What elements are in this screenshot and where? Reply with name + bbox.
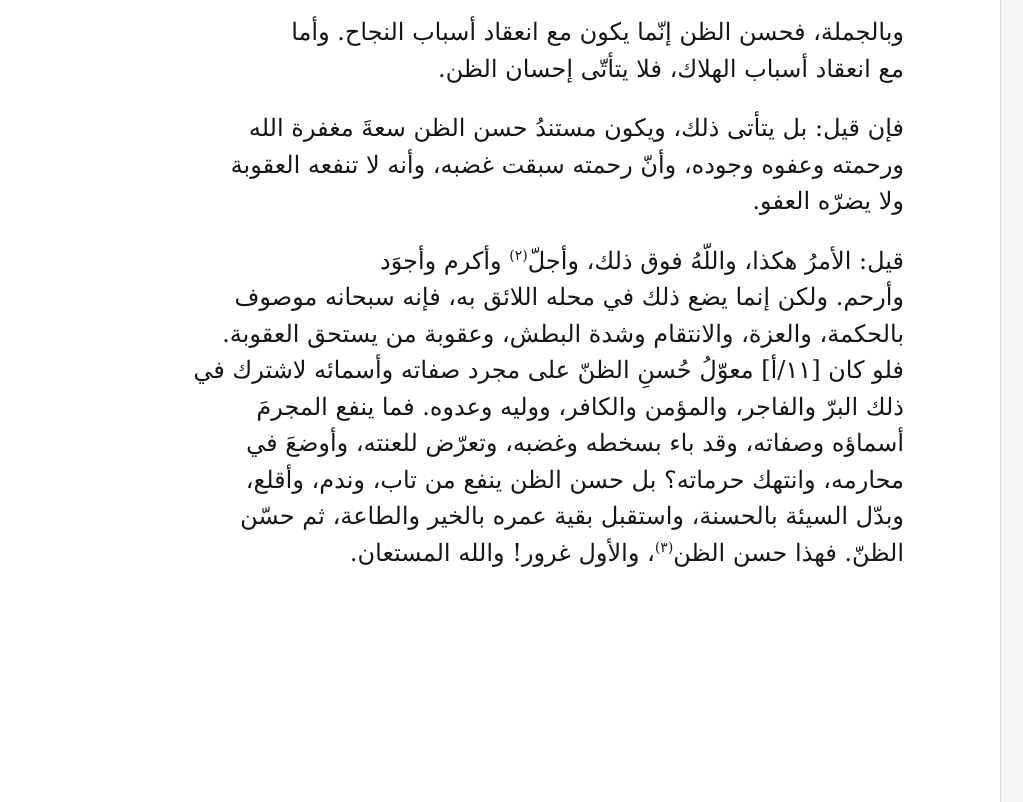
text-line: فإن قيل: بل يتأتى ذلك، ويكون مستندُ حسن الظن سعةَ مغفرة الله <box>248 114 904 142</box>
text-line: فلو كان [١١/أ] معوّلُ حُسنِ الظنّ على مجرد صفاته وأسمائه لاشترك في <box>193 356 904 384</box>
text-line: وأرحم. ولكن إنما يضع ذلك في محله اللائق به، فإنه سبحانه موصوف <box>234 283 904 311</box>
text-line: ورحمته وعفوه وجوده، وأنّ رحمته سبقت غضبه، وأنه لا تنفعه العقوبة <box>230 150 904 179</box>
text-line: ذلك البرّ والفاجر، والمؤمن والكافر، ووليه وعدوه. فما ينفع المجرمَ <box>256 392 904 421</box>
paragraph-3 <box>92 243 904 572</box>
document-text <box>92 14 904 571</box>
footnote-marker: (٣) <box>654 539 674 556</box>
text-line: وبدّل السيئة بالحسنة، واستقبل بقية عمره بالخير والطاعة، ثم حسّن <box>240 502 904 530</box>
text-segment: ، والأول غرور! والله المستعان. <box>349 538 655 567</box>
text-line: أسماؤه وصفاته، وقد باء بسخطه وغضبه، وتعرّض للعنته، وأوضعَ في <box>246 429 904 457</box>
footnote-marker: (٢) <box>509 247 528 264</box>
paragraph-1 <box>92 14 904 87</box>
paragraph-2 <box>92 110 904 220</box>
text-line: بالحكمة، والعزة، والانتقام وشدة البطش، وعقوبة من يستحق العقوبة. <box>222 319 904 348</box>
text-line: وبالجملة، فحسن الظن إنّما يكون مع انعقاد أسباب النجاح. وأما <box>291 18 904 46</box>
page-scrollbar[interactable] <box>1000 0 1023 802</box>
text-line: محارمه، وانتهك حرماته؟ بل حسن الظن ينفع من تاب، وندم، وأقلع، <box>245 465 904 494</box>
text-line <box>92 243 904 280</box>
text-segment: قيل: الأمرُ هكذا، واللّهُ فوق ذلك، وأجلّ <box>527 246 904 275</box>
text-line: ولا يضرّه العفو. <box>752 187 904 215</box>
text-line <box>92 535 904 572</box>
text-segment: وأكرم وأجوَد <box>380 246 510 275</box>
text-line: مع انعقاد أسباب الهلاك، فلا يتأتّى إحسان الظن. <box>437 54 904 83</box>
text-segment: الظنّ. فهذا حسن الظن <box>673 538 904 567</box>
